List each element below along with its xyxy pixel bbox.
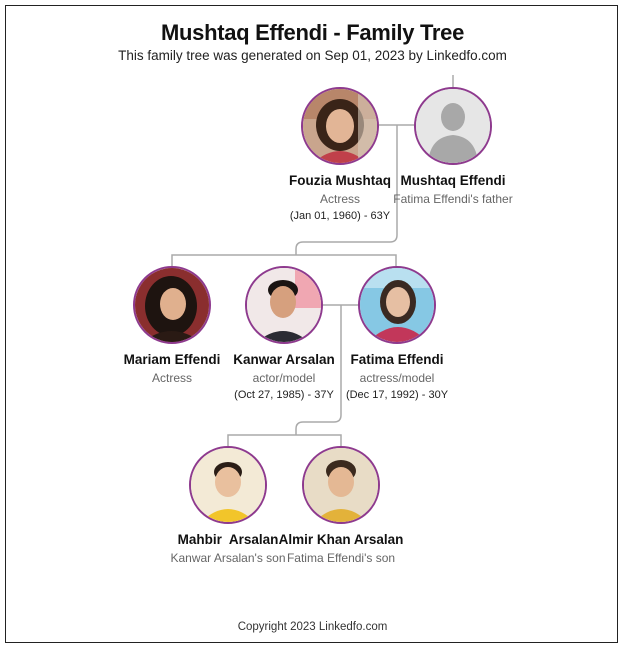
avatar xyxy=(245,266,323,344)
avatar xyxy=(189,446,267,524)
avatar xyxy=(133,266,211,344)
person-mushtaq-effendi[interactable] xyxy=(378,87,528,206)
person-dates: (Jan 01, 1960) - 63Y xyxy=(289,210,391,222)
person-name: Mushtaq Effendi xyxy=(400,173,506,188)
person-role: actor/model xyxy=(252,371,316,385)
person-role: Actress xyxy=(151,371,192,385)
portrait-photo xyxy=(304,448,378,522)
portrait-photo xyxy=(303,89,377,163)
portrait-photo xyxy=(191,448,265,522)
portrait-photo xyxy=(360,268,434,342)
person-name: Almir Khan Arsalan xyxy=(278,532,404,547)
person-almir-khan-arsalan[interactable] xyxy=(266,446,416,565)
person-role: Kanwar Arsalan's son xyxy=(170,551,286,565)
person-name: Mariam Effendi xyxy=(123,352,221,367)
person-name: Fatima Effendi xyxy=(350,352,444,367)
avatar xyxy=(301,87,379,165)
person-fatima-effendi[interactable] xyxy=(322,266,472,401)
avatar xyxy=(302,446,380,524)
portrait-photo xyxy=(247,268,321,342)
avatar xyxy=(358,266,436,344)
connector-grandchildren-bus xyxy=(228,435,341,446)
person-role: Actress xyxy=(319,192,360,206)
portrait-photo xyxy=(135,268,209,342)
copyright-footer: Copyright 2023 Linkedfo.com xyxy=(237,621,388,633)
person-dates: (Oct 27, 1985) - 37Y xyxy=(234,389,334,401)
connector-children-bus xyxy=(172,255,396,266)
avatar xyxy=(414,87,492,165)
person-role: actress/model xyxy=(359,371,435,385)
person-name: Fouzia Mushtaq xyxy=(289,173,391,188)
person-dates: (Dec 17, 1992) - 30Y xyxy=(345,389,449,401)
person-role: Fatima Effendi's son xyxy=(286,551,396,565)
placeholder-person-icon xyxy=(416,89,490,163)
person-name: Kanwar Arsalan xyxy=(233,352,335,367)
person-role: Fatima Effendi's father xyxy=(393,192,513,206)
page-title: Mushtaq Effendi - Family Tree xyxy=(160,20,465,45)
person-name: Mahbir Arsalan xyxy=(177,532,279,547)
page-subtitle: This family tree was generated on Sep 01, 2023 by Linkedfo.com xyxy=(118,48,507,63)
